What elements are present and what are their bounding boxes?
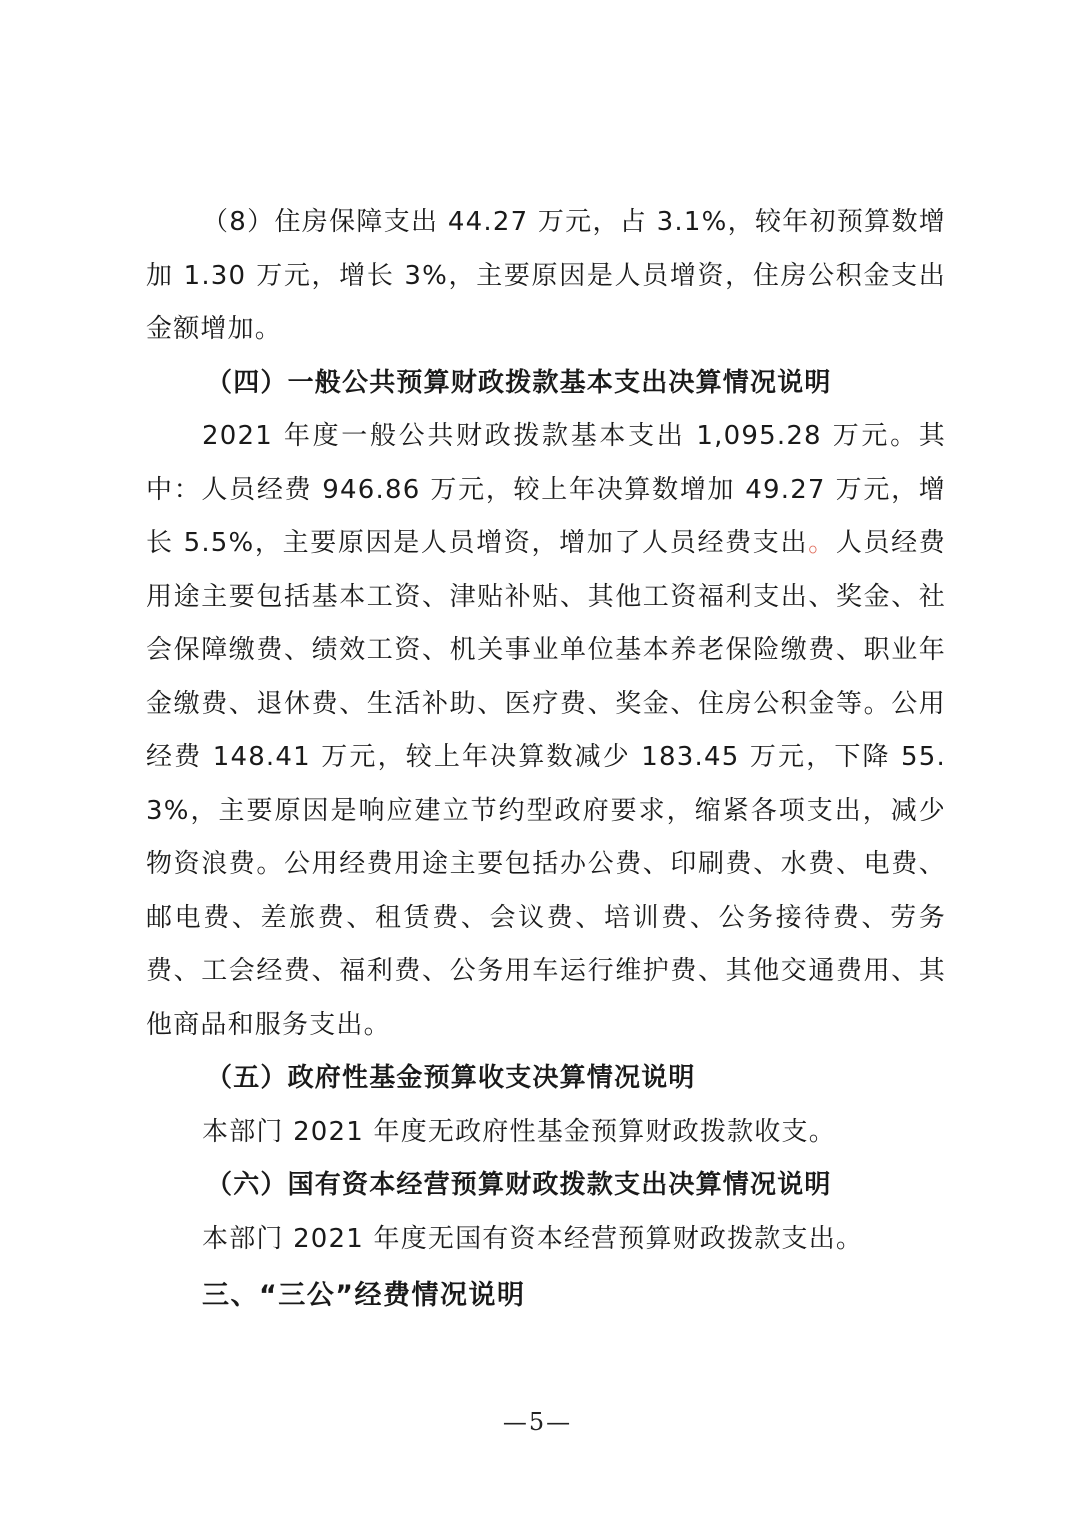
paragraph-basic-expenditure-part2: 人员经费用途主要包括基本工资、津贴补贴、其他工资福利支出、奖金、社会保障缴费、绩效工资、机关事业单位基本养老保险缴费、职业年金缴费、退休费、生活补助、医疗费、奖金、住房公积金等。公用经费 148.41 万元，较上年决算数减少 183.45 万元，下降 55.3%，主要原因是响应建立节约型政府要求，缩紧各项支出，减少物资浪费。公用经费用途主要包括办公费、印刷费、水费、电费、邮电费、差旅费、租赁费、会议费、培训费、公务接待费、劳务费、工会经费、福利费、公务用车运行维护费、其他交通费用、其他商品和服务支出。 (146, 528, 946, 1040)
heading-three-public-expenses: 三、“三公”经费情况说明 (202, 1280, 526, 1311)
red-period-mark: 。 (808, 528, 836, 558)
heading-government-fund: （五）政府性基金预算收支决算情况说明 (206, 1063, 696, 1093)
heading-basic-expenditure: （四）一般公共预算财政拨款基本支出决算情况说明 (206, 367, 832, 398)
paragraph-government-fund: 本部门 2021 年度无政府性基金预算财政拨款收支。 (202, 1116, 836, 1147)
page-number: —5— (502, 1408, 573, 1436)
heading-state-capital: （六）国有资本经营预算财政拨款支出决算情况说明 (206, 1170, 832, 1200)
paragraph-basic-expenditure (146, 410, 946, 1052)
paragraph-housing-expenditure: （8）住房保障支出 44.27 万元，占 3.1%，较年初预算数增加 1.30 万元，增长 3%，主要原因是人员增资，住房公积金支出金额增加。 (146, 207, 946, 344)
paragraph-state-capital: 本部门 2021 年度无国有资本经营预算财政拨款支出。 (202, 1223, 864, 1254)
page-body (146, 196, 946, 1326)
paragraph-basic-expenditure-part1: 2021 年度一般公共财政拨款基本支出 1,095.28 万元。其中：人员经费 946.86 万元，较上年决算数增加 49.27 万元，增长 5.5%，主要原因是人员增资，增加了人员经费支出 (146, 421, 946, 558)
